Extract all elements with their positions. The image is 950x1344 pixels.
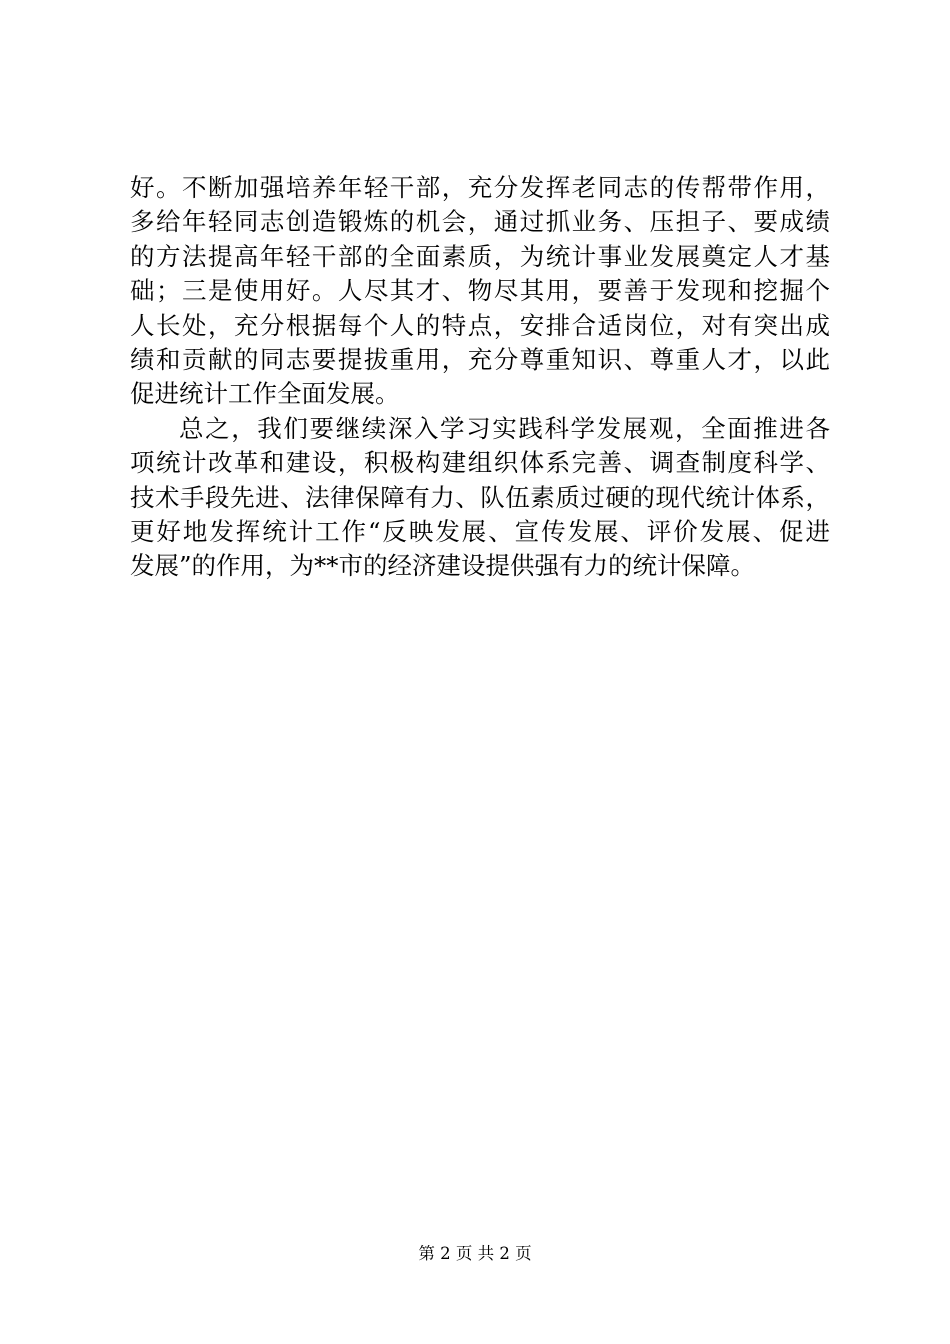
paragraph	[130, 412, 830, 584]
page-footer: 第 2 页 共 2 页	[418, 1244, 532, 1263]
text-line: 促进统计工作全面发展。	[130, 379, 400, 409]
text-line: 技术手段先进、法律保障有力、队伍素质过硬的现代统计体系，	[130, 482, 830, 512]
text-line: 多给年轻同志创造锻炼的机会，通过抓业务、压担子、要成绩	[130, 207, 830, 237]
text-line: 发展”的作用，为**市的经济建设提供强有力的统计保障。	[130, 551, 756, 581]
body-text	[130, 171, 830, 584]
text-line: 础；三是使用好。人尽其才、物尽其用，要善于发现和挖掘个	[130, 276, 830, 306]
text-line: 总之，我们要继续深入学习实践科学发展观，全面推进各	[179, 413, 830, 443]
text-line: 的方法提高年轻干部的全面素质，为统计事业发展奠定人才基	[130, 241, 830, 271]
text-line: 人长处，充分根据每个人的特点，安排合适岗位，对有突出成	[130, 310, 830, 340]
text-line: 项统计改革和建设，积极构建组织体系完善、调查制度科学、	[130, 448, 830, 478]
paragraph	[130, 171, 830, 412]
text-line: 好。不断加强培养年轻干部，充分发挥老同志的传帮带作用，	[130, 173, 830, 202]
text-line: 绩和贡献的同志要提拔重用，充分尊重知识、尊重人才，以此	[130, 344, 830, 374]
text-line: 更好地发挥统计工作“反映发展、宣传发展、评价发展、促进	[130, 516, 830, 546]
